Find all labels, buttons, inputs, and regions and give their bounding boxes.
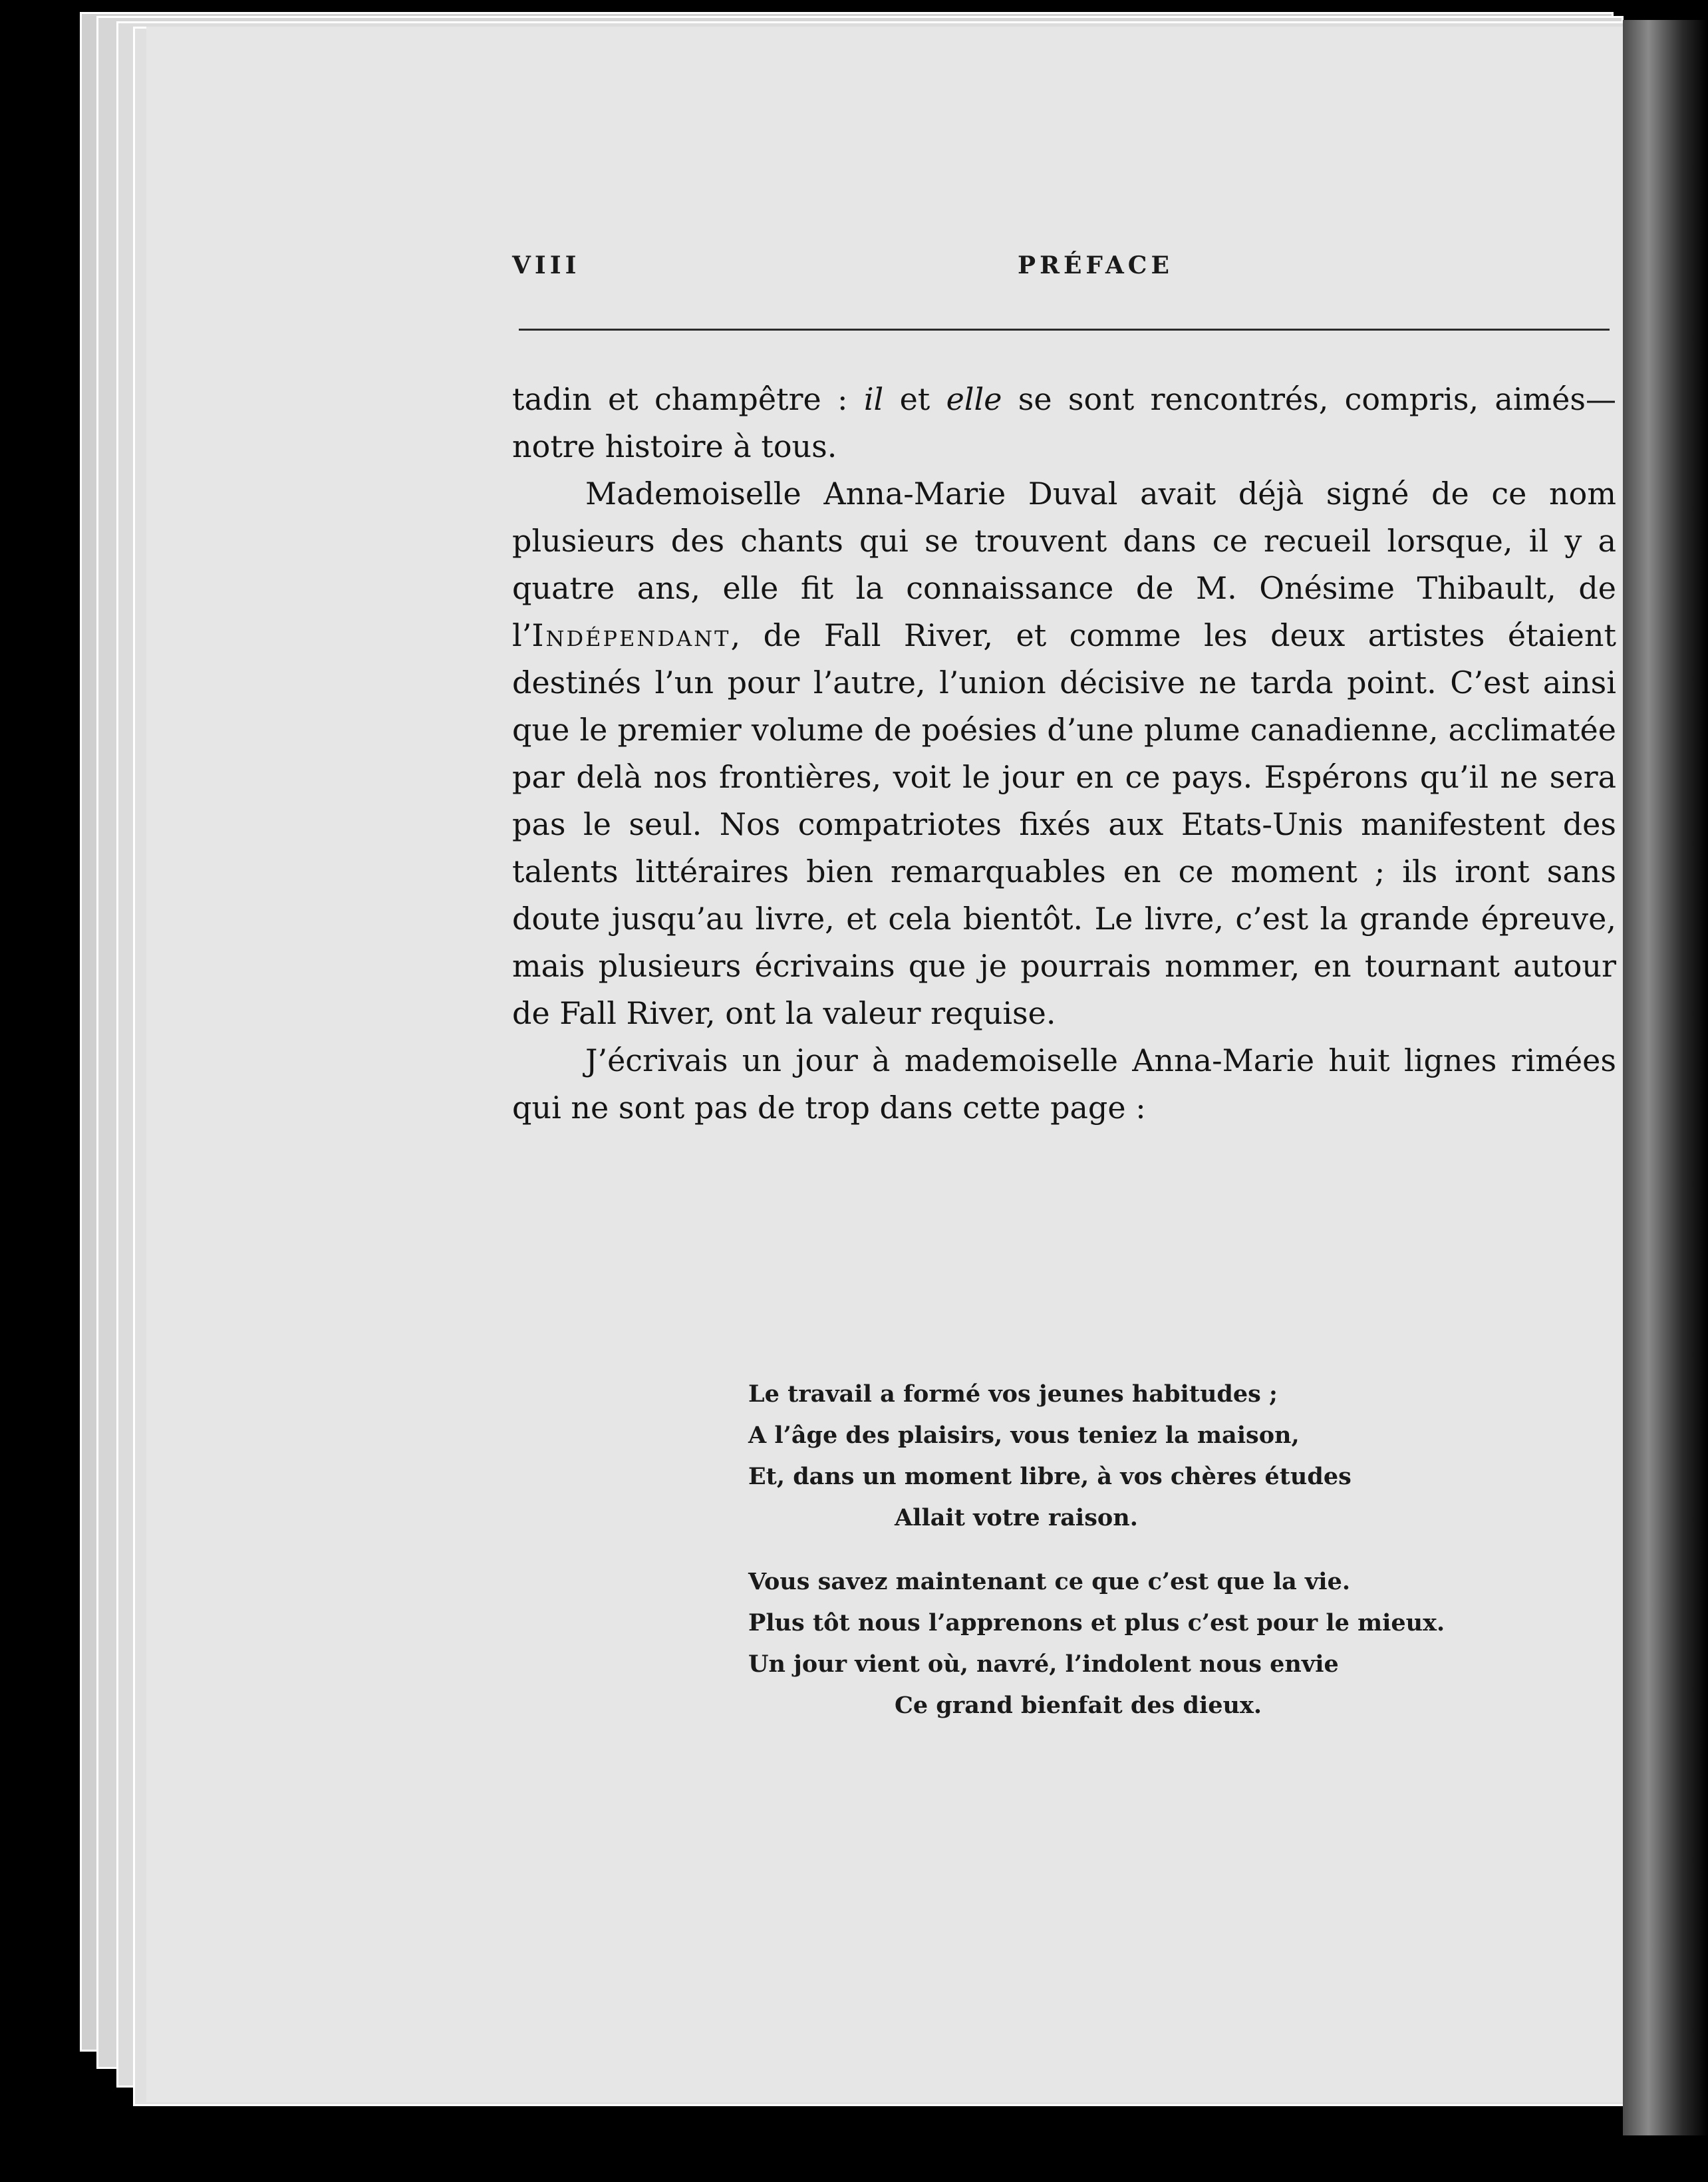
verse-line: Un jour vient où, navré, l’indolent nous envie [748,1650,1339,1678]
verse-line: Ce grand bienfait des dieux. [895,1692,1262,1719]
verse-line: Et, dans un moment libre, à vos chères études [748,1463,1352,1490]
running-head [512,251,1610,291]
page-title: PRÉFACE [1018,251,1173,279]
verse-line: Allait votre raison. [895,1504,1138,1531]
stanza [748,1374,1613,1539]
body-text [512,376,1616,1132]
book-binding-shadow [1623,20,1708,2135]
book-page [146,27,1623,2102]
newspaper-name: Indépendant [531,617,731,653]
header-rule [519,329,1610,331]
paragraph-1: tadin et champêtre : il et elle se sont rencontrés, compris, aimés—notre histoire à tous. [512,381,1616,464]
poem [748,1374,1613,1749]
verse-line: Plus tôt nous l’apprenons et plus c’est pour le mieux. [748,1609,1445,1636]
verse-line: Vous savez maintenant ce que c’est que la vie. [748,1568,1351,1595]
stanza [748,1561,1613,1726]
page-number: VIII [512,251,581,279]
paragraph-3: J’écrivais un jour à mademoiselle Anna-Marie huit lignes rimées qui ne sont pas de trop dans cette page : [512,1042,1616,1126]
paragraph-2: Mademoiselle Anna-Marie Duval avait déjà signé de ce nom plusieurs des chants qui se trouvent dans ce recueil lorsque, il y a quatre ans, elle fit la connaissance de M. Onésime Thibault, de l’Indépendant, de Fall River, et comme les deux artistes étaient destinés l’un pour l’autre, l’union décisive ne tarda point. C’est ainsi que le premier volume de poésies d’une plume canadienne, acclimatée par delà nos frontières, voit le jour en ce pays. Espérons qu’il ne sera pas le seul. Nos compatriotes fixés aux Etats-Unis manifestent des talents littéraires bien remarquables en ce moment ; ils iront sans doute jusqu’au livre, et cela bientôt. Le livre, c’est la grande épreuve, mais plusieurs écrivains que je pourrais nommer, en tournant autour de Fall River, ont la valeur requise. [512,476,1616,1031]
verse-line: A l’âge des plaisirs, vous teniez la maison, [748,1422,1300,1449]
verse-line: Le travail a formé vos jeunes habitudes ; [748,1380,1278,1408]
